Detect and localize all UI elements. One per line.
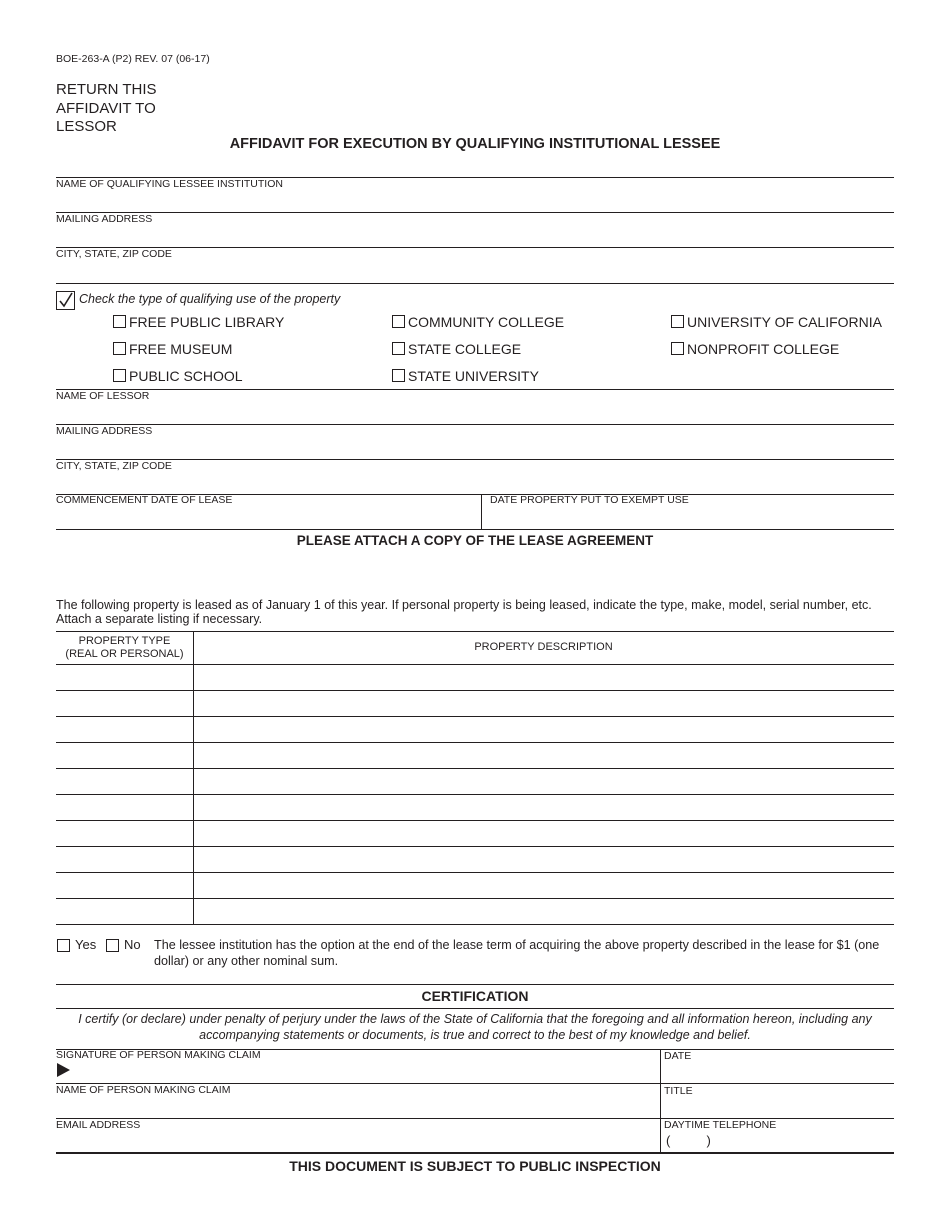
divider bbox=[56, 389, 894, 390]
free-museum-label: FREE MUSEUM bbox=[129, 341, 233, 357]
property-type-input[interactable] bbox=[60, 876, 190, 894]
state-college-checkbox[interactable] bbox=[392, 342, 405, 355]
divider bbox=[660, 1049, 661, 1153]
exempt-use-date-label: DATE PROPERTY PUT TO EXEMPT USE bbox=[490, 494, 689, 506]
table-row-divider bbox=[56, 898, 894, 899]
email-label: EMAIL ADDRESS bbox=[56, 1119, 141, 1131]
state-university-checkbox[interactable] bbox=[392, 369, 405, 382]
table-row-divider bbox=[56, 742, 894, 743]
table-row-divider bbox=[56, 768, 894, 769]
table-row-divider bbox=[56, 690, 894, 691]
signature-input[interactable] bbox=[76, 1063, 656, 1081]
property-description-input[interactable] bbox=[198, 824, 892, 842]
signature-label: SIGNATURE OF PERSON MAKING CLAIM bbox=[56, 1049, 261, 1061]
yes-label: Yes bbox=[75, 937, 97, 952]
table-row-divider bbox=[56, 820, 894, 821]
form-title: AFFIDAVIT FOR EXECUTION BY QUALIFYING INSTITUTIONAL LESSEE bbox=[229, 136, 721, 152]
divider bbox=[56, 283, 894, 284]
lessor-city-input[interactable] bbox=[58, 474, 892, 492]
divider bbox=[56, 529, 894, 530]
property-description-input[interactable] bbox=[198, 720, 892, 738]
lessor-mailing-input[interactable] bbox=[58, 439, 892, 457]
option-to-acquire-text: The lessee institution has the option at the end of the lease term of acquiring the above property described in the lease for $1 (one dollar) or any other nominal sum. bbox=[154, 938, 880, 968]
divider bbox=[56, 424, 894, 425]
attach-lease-notice: PLEASE ATTACH A COPY OF THE LEASE AGREEMENT bbox=[296, 533, 654, 548]
qualifying-use-instruction: Check the type of qualifying use of the property bbox=[79, 292, 341, 306]
lessee-mailing-label: MAILING ADDRESS bbox=[56, 213, 153, 225]
property-type-input[interactable] bbox=[60, 772, 190, 790]
public-school-label: PUBLIC SCHOOL bbox=[129, 368, 243, 384]
property-type-input[interactable] bbox=[60, 902, 190, 920]
date-label: DATE bbox=[664, 1050, 692, 1062]
property-description-input[interactable] bbox=[198, 772, 892, 790]
property-type-input[interactable] bbox=[60, 746, 190, 764]
divider bbox=[56, 459, 894, 460]
property-type-input[interactable] bbox=[60, 850, 190, 868]
table-row-divider bbox=[56, 716, 894, 717]
table-column-divider bbox=[193, 631, 194, 924]
divider bbox=[56, 984, 894, 985]
commencement-date-input[interactable] bbox=[58, 508, 478, 526]
nonprofit-college-label: NONPROFIT COLLEGE bbox=[687, 341, 840, 357]
exempt-use-date-input[interactable] bbox=[490, 508, 892, 526]
table-row-divider bbox=[56, 664, 894, 665]
community-college-label: COMMUNITY COLLEGE bbox=[408, 314, 565, 330]
free-public-library-label: FREE PUBLIC LIBRARY bbox=[129, 314, 285, 330]
sign-here-arrow-icon bbox=[57, 1063, 70, 1077]
free-public-library-checkbox[interactable] bbox=[113, 315, 126, 328]
property-description-input[interactable] bbox=[198, 746, 892, 764]
title-input[interactable] bbox=[664, 1099, 892, 1117]
no-label: No bbox=[124, 937, 141, 952]
divider bbox=[56, 247, 894, 248]
title-label: TITLE bbox=[664, 1085, 693, 1097]
property-type-input[interactable] bbox=[60, 798, 190, 816]
property-description-header: PROPERTY DESCRIPTION bbox=[474, 641, 613, 653]
nonprofit-college-checkbox[interactable] bbox=[671, 342, 684, 355]
lessor-city-label: CITY, STATE, ZIP CODE bbox=[56, 460, 172, 472]
divider bbox=[481, 494, 482, 529]
lessee-name-label: NAME OF QUALIFYING LESSEE INSTITUTION bbox=[56, 178, 283, 190]
table-row-divider bbox=[56, 794, 894, 795]
property-description-input[interactable] bbox=[198, 668, 892, 686]
property-description-input[interactable] bbox=[198, 902, 892, 920]
lessee-city-input[interactable] bbox=[58, 262, 892, 280]
lessor-mailing-label: MAILING ADDRESS bbox=[56, 425, 153, 437]
lessor-name-input[interactable] bbox=[58, 404, 892, 422]
claimant-name-input[interactable] bbox=[58, 1098, 656, 1116]
property-description-input[interactable] bbox=[198, 850, 892, 868]
bottom-rule bbox=[56, 1152, 894, 1154]
certification-statement: I certify (or declare) under penalty of perjury under the laws of the State of California that the foregoing and all information hereon, including any accompanying statements or documents, is true and correct to the best of my knowledge and belief. bbox=[78, 1012, 872, 1042]
lessee-city-label: CITY, STATE, ZIP CODE bbox=[56, 248, 172, 260]
community-college-checkbox[interactable] bbox=[392, 315, 405, 328]
lessee-mailing-input[interactable] bbox=[58, 227, 892, 245]
property-intro: The following property is leased as of January 1 of this year. If personal property is being leased, indicate the type, make, model, serial number, etc. Attach a separate listing if necessary. bbox=[56, 598, 872, 626]
daytime-telephone-label: DAYTIME TELEPHONE bbox=[664, 1119, 777, 1131]
date-input[interactable] bbox=[664, 1064, 892, 1082]
email-input[interactable] bbox=[58, 1133, 656, 1151]
table-row-divider bbox=[56, 846, 894, 847]
property-type-input[interactable] bbox=[60, 694, 190, 712]
state-college-label: STATE COLLEGE bbox=[408, 341, 522, 357]
public-school-checkbox[interactable] bbox=[113, 369, 126, 382]
property-description-input[interactable] bbox=[198, 876, 892, 894]
divider bbox=[56, 1008, 894, 1009]
public-inspection-footer: THIS DOCUMENT IS SUBJECT TO PUBLIC INSPECTION bbox=[289, 1158, 661, 1174]
form-number: BOE-263-A (P2) REV. 07 (06-17) bbox=[56, 53, 210, 65]
return-notice: RETURN THIS AFFIDAVIT TO LESSOR bbox=[56, 81, 157, 135]
free-museum-checkbox[interactable] bbox=[113, 342, 126, 355]
university-of-california-checkbox[interactable] bbox=[671, 315, 684, 328]
claimant-name-label: NAME OF PERSON MAKING CLAIM bbox=[56, 1084, 231, 1096]
lessee-name-input[interactable] bbox=[58, 192, 892, 210]
property-type-input[interactable] bbox=[60, 720, 190, 738]
table-row-divider bbox=[56, 924, 894, 925]
state-university-label: STATE UNIVERSITY bbox=[408, 368, 539, 384]
table-top-border bbox=[56, 631, 894, 632]
university-of-california-label: UNIVERSITY OF CALIFORNIA bbox=[687, 314, 882, 330]
certification-heading: CERTIFICATION bbox=[421, 988, 529, 1004]
property-type-input[interactable] bbox=[60, 668, 190, 686]
property-description-input[interactable] bbox=[198, 694, 892, 712]
divider bbox=[56, 212, 894, 213]
property-description-input[interactable] bbox=[198, 798, 892, 816]
commencement-date-label: COMMENCEMENT DATE OF LEASE bbox=[56, 494, 233, 506]
telephone-area-code: ( ) bbox=[666, 1133, 711, 1148]
lessor-name-label: NAME OF LESSOR bbox=[56, 390, 150, 402]
no-checkbox[interactable] bbox=[106, 939, 119, 952]
property-type-input[interactable] bbox=[60, 824, 190, 842]
table-row-divider bbox=[56, 872, 894, 873]
yes-checkbox[interactable] bbox=[57, 939, 70, 952]
check-instruction-icon bbox=[56, 291, 75, 310]
property-type-header: PROPERTY TYPE (REAL OR PERSONAL) bbox=[65, 635, 184, 660]
telephone-input[interactable] bbox=[720, 1133, 892, 1151]
